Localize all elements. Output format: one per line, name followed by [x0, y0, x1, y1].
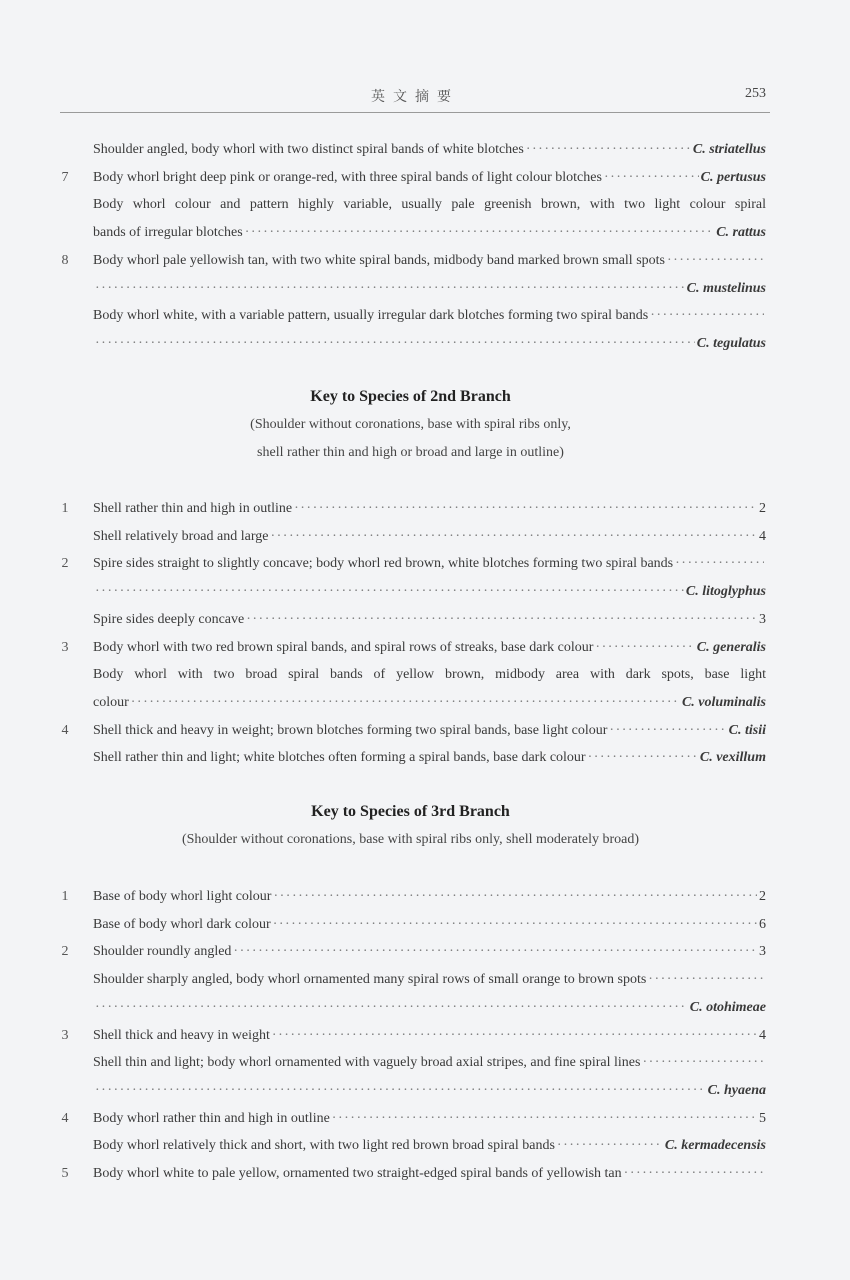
key-entry-row [55, 938, 766, 966]
dot-leader [294, 495, 757, 523]
species-name: C. vexillum [699, 750, 766, 766]
key-entry-row [55, 523, 766, 551]
key-entry-text: Shell thick and heavy in weight; brown blotches forming two spiral bands, base light colour [93, 722, 608, 738]
key-entry-row [55, 1049, 766, 1077]
key-entry-body [93, 302, 766, 330]
dot-leader [95, 994, 688, 1022]
species-name: C. generalis [696, 639, 766, 655]
running-header-title: 英文摘要 [371, 90, 459, 105]
key-entry-text: Body whorl with two broad spiral bands of yellow brown, midbody area with dark spots, base light [93, 667, 766, 683]
key-entry-text: Body whorl with two red brown spiral bands, and spiral rows of streaks, base dark colour [93, 639, 594, 655]
key-entry-row [55, 330, 766, 358]
section-subtitle-3rd-branch: (Shoulder without coronations, base with spiral ribs only, shell moderately broad) [181, 832, 640, 847]
couplet-number: 8 [61, 252, 69, 268]
next-couplet-ref: 3 [759, 944, 766, 960]
key-entry-body [93, 191, 766, 219]
key-entry-row [55, 966, 766, 994]
key-entry-row [55, 883, 766, 911]
key-entry-body [93, 911, 766, 939]
dot-leader [131, 689, 680, 717]
couplet-number: 4 [61, 1110, 69, 1126]
key-entry-body [93, 1022, 766, 1050]
key-entry-body [93, 689, 766, 717]
key-entry-text: Spire sides straight to slightly concave; body whorl red brown, white blotches forming two spiral bands [93, 556, 674, 572]
key-entry-text: Base of body whorl dark colour [93, 916, 271, 932]
key-entry-body [93, 634, 766, 662]
key-entry-text: Shell thin and light; body whorl ornamented with vaguely broad axial stripes, and fine spiral lines [93, 1055, 641, 1071]
section-subtitle-2nd-branch-line1: (Shoulder without coronations, base with spiral ribs only, [250, 417, 571, 432]
key-entry-body [93, 578, 766, 606]
species-name: C. litoglyphus [685, 584, 766, 600]
next-couplet-ref: 6 [759, 916, 766, 932]
key-entry-text: Shoulder roundly angled [93, 944, 232, 960]
key-entry-row [55, 1105, 766, 1133]
species-name: C. pertusus [700, 169, 766, 185]
key-entry-text: Base of body whorl light colour [93, 889, 272, 904]
next-couplet-ref: 4 [759, 528, 766, 544]
key-entry-row [55, 689, 766, 717]
key-entry-row [55, 1077, 766, 1105]
key-entry-body [93, 164, 766, 192]
key-entry-row [55, 275, 766, 303]
key-entry-body [93, 550, 766, 578]
key-entry-row [55, 247, 766, 275]
key-entry-body [93, 1049, 766, 1077]
page-number: 253 [745, 86, 766, 101]
key-entry-row [55, 1160, 766, 1188]
key-entry-row [55, 661, 766, 689]
dot-leader [95, 1077, 706, 1105]
key-entry-text: Shell relatively broad and large [93, 528, 269, 544]
key-entry-row [55, 1132, 766, 1160]
dot-leader [246, 606, 757, 634]
dot-leader [675, 550, 764, 578]
couplet-number: 3 [61, 639, 69, 655]
key-entry-body [93, 966, 766, 994]
key-entry-text: bands of irregular blotches [93, 225, 243, 241]
key-entry-row [55, 550, 766, 578]
dot-leader [95, 578, 684, 606]
species-name: C. kermadecensis [664, 1138, 766, 1154]
key-entry-row [55, 1022, 766, 1050]
key-entry-body [93, 136, 766, 164]
key-entry-text: Body whorl rather thin and high in outline [93, 1110, 330, 1126]
key-entry-text: Body whorl pale yellowish tan, with two white spiral bands, midbody band marked brown small spots [93, 252, 665, 268]
dot-leader [595, 634, 694, 662]
key-entry-row [55, 302, 766, 330]
dot-leader [624, 1160, 764, 1188]
key-entry-text: Shell rather thin and high in outline [93, 501, 293, 516]
key-entry-text: Body whorl white to pale yellow, ornamented two straight-edged spiral bands of yellowish tan [93, 1166, 622, 1181]
key-entry-body [93, 247, 766, 275]
dot-leader [642, 1049, 764, 1077]
dot-leader [95, 330, 695, 358]
key-entry-text: Body whorl bright deep pink or orange-red, with three spiral bands of light colour blotches [93, 169, 602, 185]
key-entry-body [93, 883, 766, 911]
key-entry-body [93, 1132, 766, 1160]
couplet-number: 1 [61, 501, 69, 516]
dot-leader [273, 883, 757, 911]
key-entry-body [93, 1160, 766, 1188]
section-title-3rd-branch: Key to Species of 3rd Branch [311, 803, 510, 820]
couplet-number: 7 [61, 169, 69, 185]
dot-leader [604, 164, 699, 192]
key-entry-row [55, 219, 766, 247]
dot-leader [557, 1132, 663, 1160]
key-entry-body [93, 717, 766, 745]
key-entry-body [93, 661, 766, 689]
key-entry-text: Shoulder angled, body whorl with two distinct spiral bands of white blotches [93, 142, 524, 157]
couplet-number: 2 [61, 556, 69, 572]
dot-leader [272, 1022, 757, 1050]
next-couplet-ref: 2 [759, 501, 766, 516]
key-entry-row [55, 164, 766, 192]
species-name: C. tegulatus [696, 335, 766, 351]
dot-leader [273, 911, 757, 939]
key-entry-row [55, 994, 766, 1022]
key-entry-body [93, 275, 766, 303]
couplet-number: 4 [61, 722, 69, 738]
species-name: C. rattus [716, 225, 766, 241]
key-entry-body [93, 938, 766, 966]
species-name: C. hyaena [707, 1082, 766, 1098]
key-entry-text: colour [93, 694, 129, 710]
key-entry-text: Shell thick and heavy in weight [93, 1027, 270, 1043]
next-couplet-ref: 3 [759, 611, 766, 627]
key-entry-text: Body whorl relatively thick and short, with two light red brown broad spiral bands [93, 1138, 555, 1154]
running-header [60, 86, 770, 113]
species-name: C. voluminalis [681, 694, 766, 710]
dot-leader [667, 247, 764, 275]
species-name: C. tisii [728, 722, 766, 738]
key-entry-text: Spire sides deeply concave [93, 611, 245, 627]
key-entry-body [93, 606, 766, 634]
dot-leader [270, 523, 757, 551]
dot-leader [332, 1105, 757, 1133]
couplet-number: 2 [61, 944, 69, 960]
next-couplet-ref: 4 [759, 1027, 766, 1043]
section-title-2nd-branch: Key to Species of 2nd Branch [310, 388, 511, 405]
dot-leader [588, 744, 698, 772]
couplet-number: 5 [61, 1166, 69, 1181]
dot-leader [95, 275, 685, 303]
couplet-number: 3 [61, 1027, 69, 1043]
key-entry-row [55, 578, 766, 606]
species-name: C. striatellus [692, 142, 766, 157]
key-entry-text: Body whorl colour and pattern highly variable, usually pale greenish brown, with two light colour spiral [93, 197, 766, 213]
key-entry-body [93, 495, 766, 523]
species-name: C. mustelinus [686, 280, 766, 296]
section-subtitle-2nd-branch-line2: shell rather thin and high or broad and large in outline) [257, 445, 564, 460]
key-entry-row [55, 744, 766, 772]
couplet-number: 1 [61, 889, 69, 904]
key-entry-text: Shoulder sharply angled, body whorl ornamented many spiral rows of small orange to brown spots [93, 972, 647, 988]
key-entry-body [93, 1077, 766, 1105]
key-entry-row [55, 634, 766, 662]
key-entry-body [93, 744, 766, 772]
dot-leader [609, 717, 726, 745]
dot-leader [526, 136, 691, 164]
species-name: C. otohimeae [689, 999, 766, 1015]
key-entry-body [93, 523, 766, 551]
key-entry-body [93, 219, 766, 247]
key-entry-text: Shell rather thin and light; white blotches often forming a spiral bands, base dark colour [93, 750, 586, 766]
next-couplet-ref: 2 [759, 889, 766, 904]
key-entry-row [55, 606, 766, 634]
dot-leader [650, 302, 764, 330]
next-couplet-ref: 5 [759, 1110, 766, 1126]
key-entry-row [55, 136, 766, 164]
key-entry-text: Body whorl white, with a variable pattern, usually irregular dark blotches forming two spiral bands [93, 308, 649, 324]
key-entry-body [93, 994, 766, 1022]
key-entry-body [93, 1105, 766, 1133]
key-entry-row [55, 717, 766, 745]
key-entry-row [55, 495, 766, 523]
dot-leader [648, 966, 764, 994]
key-entry-body [93, 330, 766, 358]
dot-leader [233, 938, 757, 966]
key-entry-row [55, 191, 766, 219]
key-entry-row [55, 911, 766, 939]
dot-leader [245, 219, 715, 247]
